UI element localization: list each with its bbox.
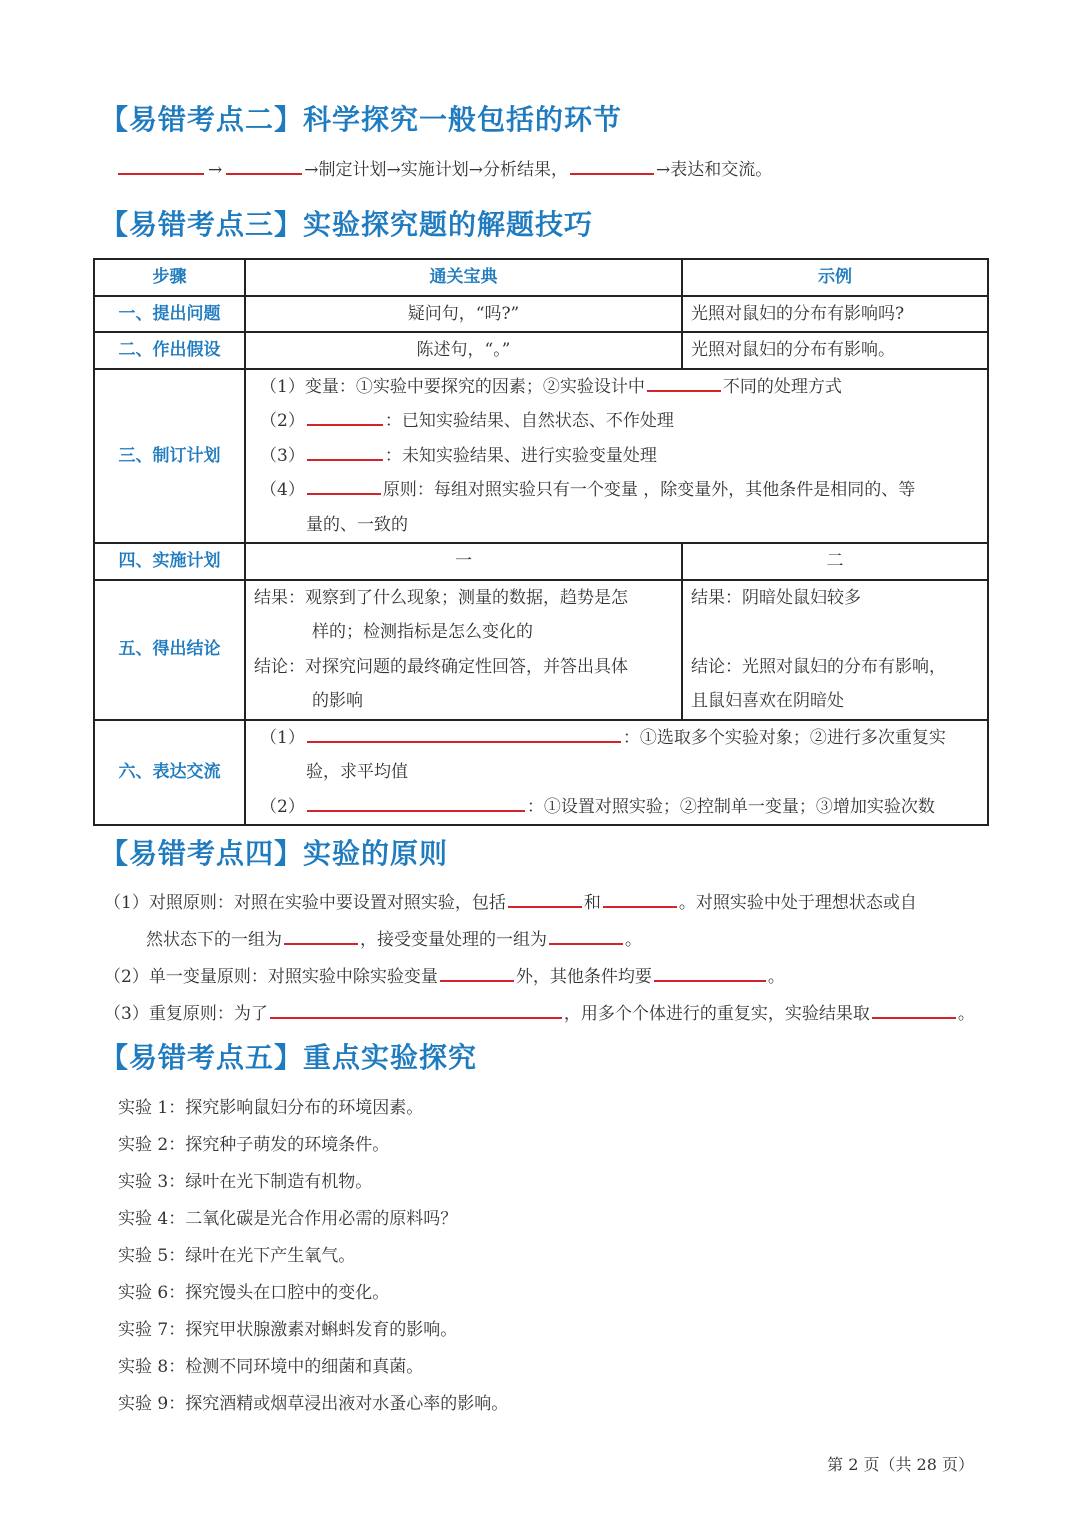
plan-line-2-end: ：已知实验结果、自然状态、不作处理 [384,411,674,431]
blank-p1-2[interactable] [603,888,677,908]
blank-p1-1[interactable] [508,888,582,908]
column-two: 二 [682,543,988,580]
flow-middle: →制定计划→实施计划→分析结果， [304,160,568,180]
principle-1-text-2: 。对照实验中处于理想状态或自 [678,893,917,913]
page-number: 第 2 页（共 28 页） [827,1455,974,1474]
example-cell: 光照对鼠妇的分布有影响。 [682,332,988,369]
section-2-flow [116,155,772,180]
principle-1-text-3: 然状态下的一组为 [146,930,282,950]
list-item: 实验 3：绿叶在光下制造有机物。 [118,1172,373,1192]
principle-1-text: （1）对照原则：对照在实验中要设置对照实验，包括 [104,893,506,913]
step-label: 三、制订计划 [94,369,245,544]
section-2-title: 【易错考点二】科学探究一般包括的环节 [100,103,623,136]
header-step: 步骤 [94,259,245,296]
comm-line-2: 验，求平均值 [306,762,408,782]
comm-line-3-end: ：①设置对照实验；②控制单一变量；③增加实验次数 [526,796,935,817]
plan-line-1: （1）变量：①实验中要探究的因素；②实验设计中 [260,376,645,397]
example-cell: 光照对鼠妇的分布有影响吗? [682,296,988,333]
table-row [94,369,988,544]
conclusion-tip-cont: 的影响 [312,691,363,711]
blank-comm-2[interactable] [307,792,525,812]
list-item: 实验 6：探究馒头在口腔中的变化。 [118,1283,390,1303]
principle-1-end: 。 [625,930,642,950]
step-label: 六、表达交流 [94,720,245,826]
table-row [94,296,988,333]
list-item: 实验 9：探究酒精或烟草浸出液对水蚤心率的影响。 [118,1394,509,1414]
result-tip: 结果：观察到了什么现象；测量的数据，趋势是怎 [254,587,628,608]
comm-line-1: （1） [260,727,305,748]
principle-3-text: （3）重复原则：为了 [104,1004,268,1024]
comm-line-3: （2） [260,796,305,817]
comm-line-1-end: ：①选取多个实验对象；②进行多次重复实 [622,727,946,748]
blank-2[interactable] [226,155,302,175]
plan-line-5: 量的、一致的 [306,514,408,535]
result-tip-cont: 样的；检测指标是怎么变化的 [312,622,533,642]
blank-plan-4[interactable] [307,475,381,495]
plan-line-4: （4） [260,480,305,500]
plan-line-4-end: 原则：每组对照实验只有一个变量 ，除变量外，其他条件是相同的、等 [382,480,916,500]
section-3-title: 【易错考点三】实验探究题的解题技巧 [100,208,594,241]
principle-1-cont [146,925,642,950]
principle-2 [104,962,785,987]
table-row [94,332,988,369]
list-item: 实验 8：检测不同环境中的细菌和真菌。 [118,1357,424,1377]
table-row [94,580,988,720]
principle-3 [104,999,975,1024]
conclusion-tip: 结论：对探究问题的最终确定性回答，并答出具体 [254,656,628,677]
table-header-row [94,259,988,296]
blank-p2-2[interactable] [654,962,766,982]
flow-arrow: → [208,160,223,180]
list-item: 实验 5：绿叶在光下产生氧气。 [118,1246,356,1266]
principle-2-end: 。 [767,967,785,987]
principle-3-text-2: ，用多个个体进行的重复实，实验结果取 [563,1004,870,1024]
blank-plan-1[interactable] [647,372,721,392]
plan-line-1-end: 不同的处理方式 [722,376,842,397]
flow-end: →表达和交流。 [655,160,773,180]
plan-cell [245,369,988,544]
plan-line-3-end: ：未知实验结果、进行实验变量处理 [384,445,657,466]
blank-p1-4[interactable] [549,925,623,945]
tip-cell: 陈述句，“。” [245,332,682,369]
conclusion-example: 结论：光照对鼠妇的分布有影响， [691,656,946,677]
header-example: 示例 [682,259,988,296]
plan-line-3: （3） [260,445,305,466]
principle-3-end: 。 [957,1004,975,1024]
conclusion-tip-cell [245,580,682,720]
blank-p3-2[interactable] [872,999,956,1019]
header-tip: 通关宝典 [245,259,682,296]
blank-p2-1[interactable] [440,962,514,982]
steps-table [93,258,989,826]
step-label: 五、得出结论 [94,580,245,720]
column-one: 一 [245,543,682,580]
blank-3[interactable] [570,155,654,175]
section-4-title: 【易错考点四】实验的原则 [100,837,449,870]
blank-p1-3[interactable] [284,925,358,945]
result-example: 结果：阴暗处鼠妇较多 [691,587,861,608]
blank-plan-3[interactable] [307,441,383,461]
step-label: 一、提出问题 [94,296,245,333]
conclusion-example-cell [682,580,988,720]
blank-comm-1[interactable] [307,723,621,743]
principle-1-and: 和 [583,893,601,913]
table-row [94,543,988,580]
conclusion-example-cont: 且鼠妇喜欢在阴暗处 [691,691,844,711]
blank-plan-2[interactable] [307,406,383,426]
section-5-title: 【易错考点五】重点实验探究 [100,1041,478,1074]
step-label: 二、作出假设 [94,332,245,369]
list-item: 实验 2：探究种子萌发的环境条件。 [118,1135,390,1155]
list-item: 实验 4：二氧化碳是光合作用必需的原料吗？ [118,1209,458,1229]
communicate-cell [245,720,988,826]
blank-p3-1[interactable] [270,999,562,1019]
blank-1[interactable] [118,155,204,175]
step-label: 四、实施计划 [94,543,245,580]
principle-2-text: （2）单一变量原则：对照实验中除实验变量 [104,967,438,987]
plan-line-2: （2） [260,411,305,431]
principle-2-text-2: 外，其他条件均要 [515,967,652,987]
tip-cell: 疑问句，“吗?” [245,296,682,333]
list-item: 实验 7：探究甲状腺激素对蝌蚪发育的影响。 [118,1320,458,1340]
principle-1 [104,888,917,913]
principle-1-text-4: ，接受变量处理的一组为 [360,930,547,950]
list-item: 实验 1：探究影响鼠妇分布的环境因素。 [118,1098,424,1118]
table-row [94,720,988,826]
